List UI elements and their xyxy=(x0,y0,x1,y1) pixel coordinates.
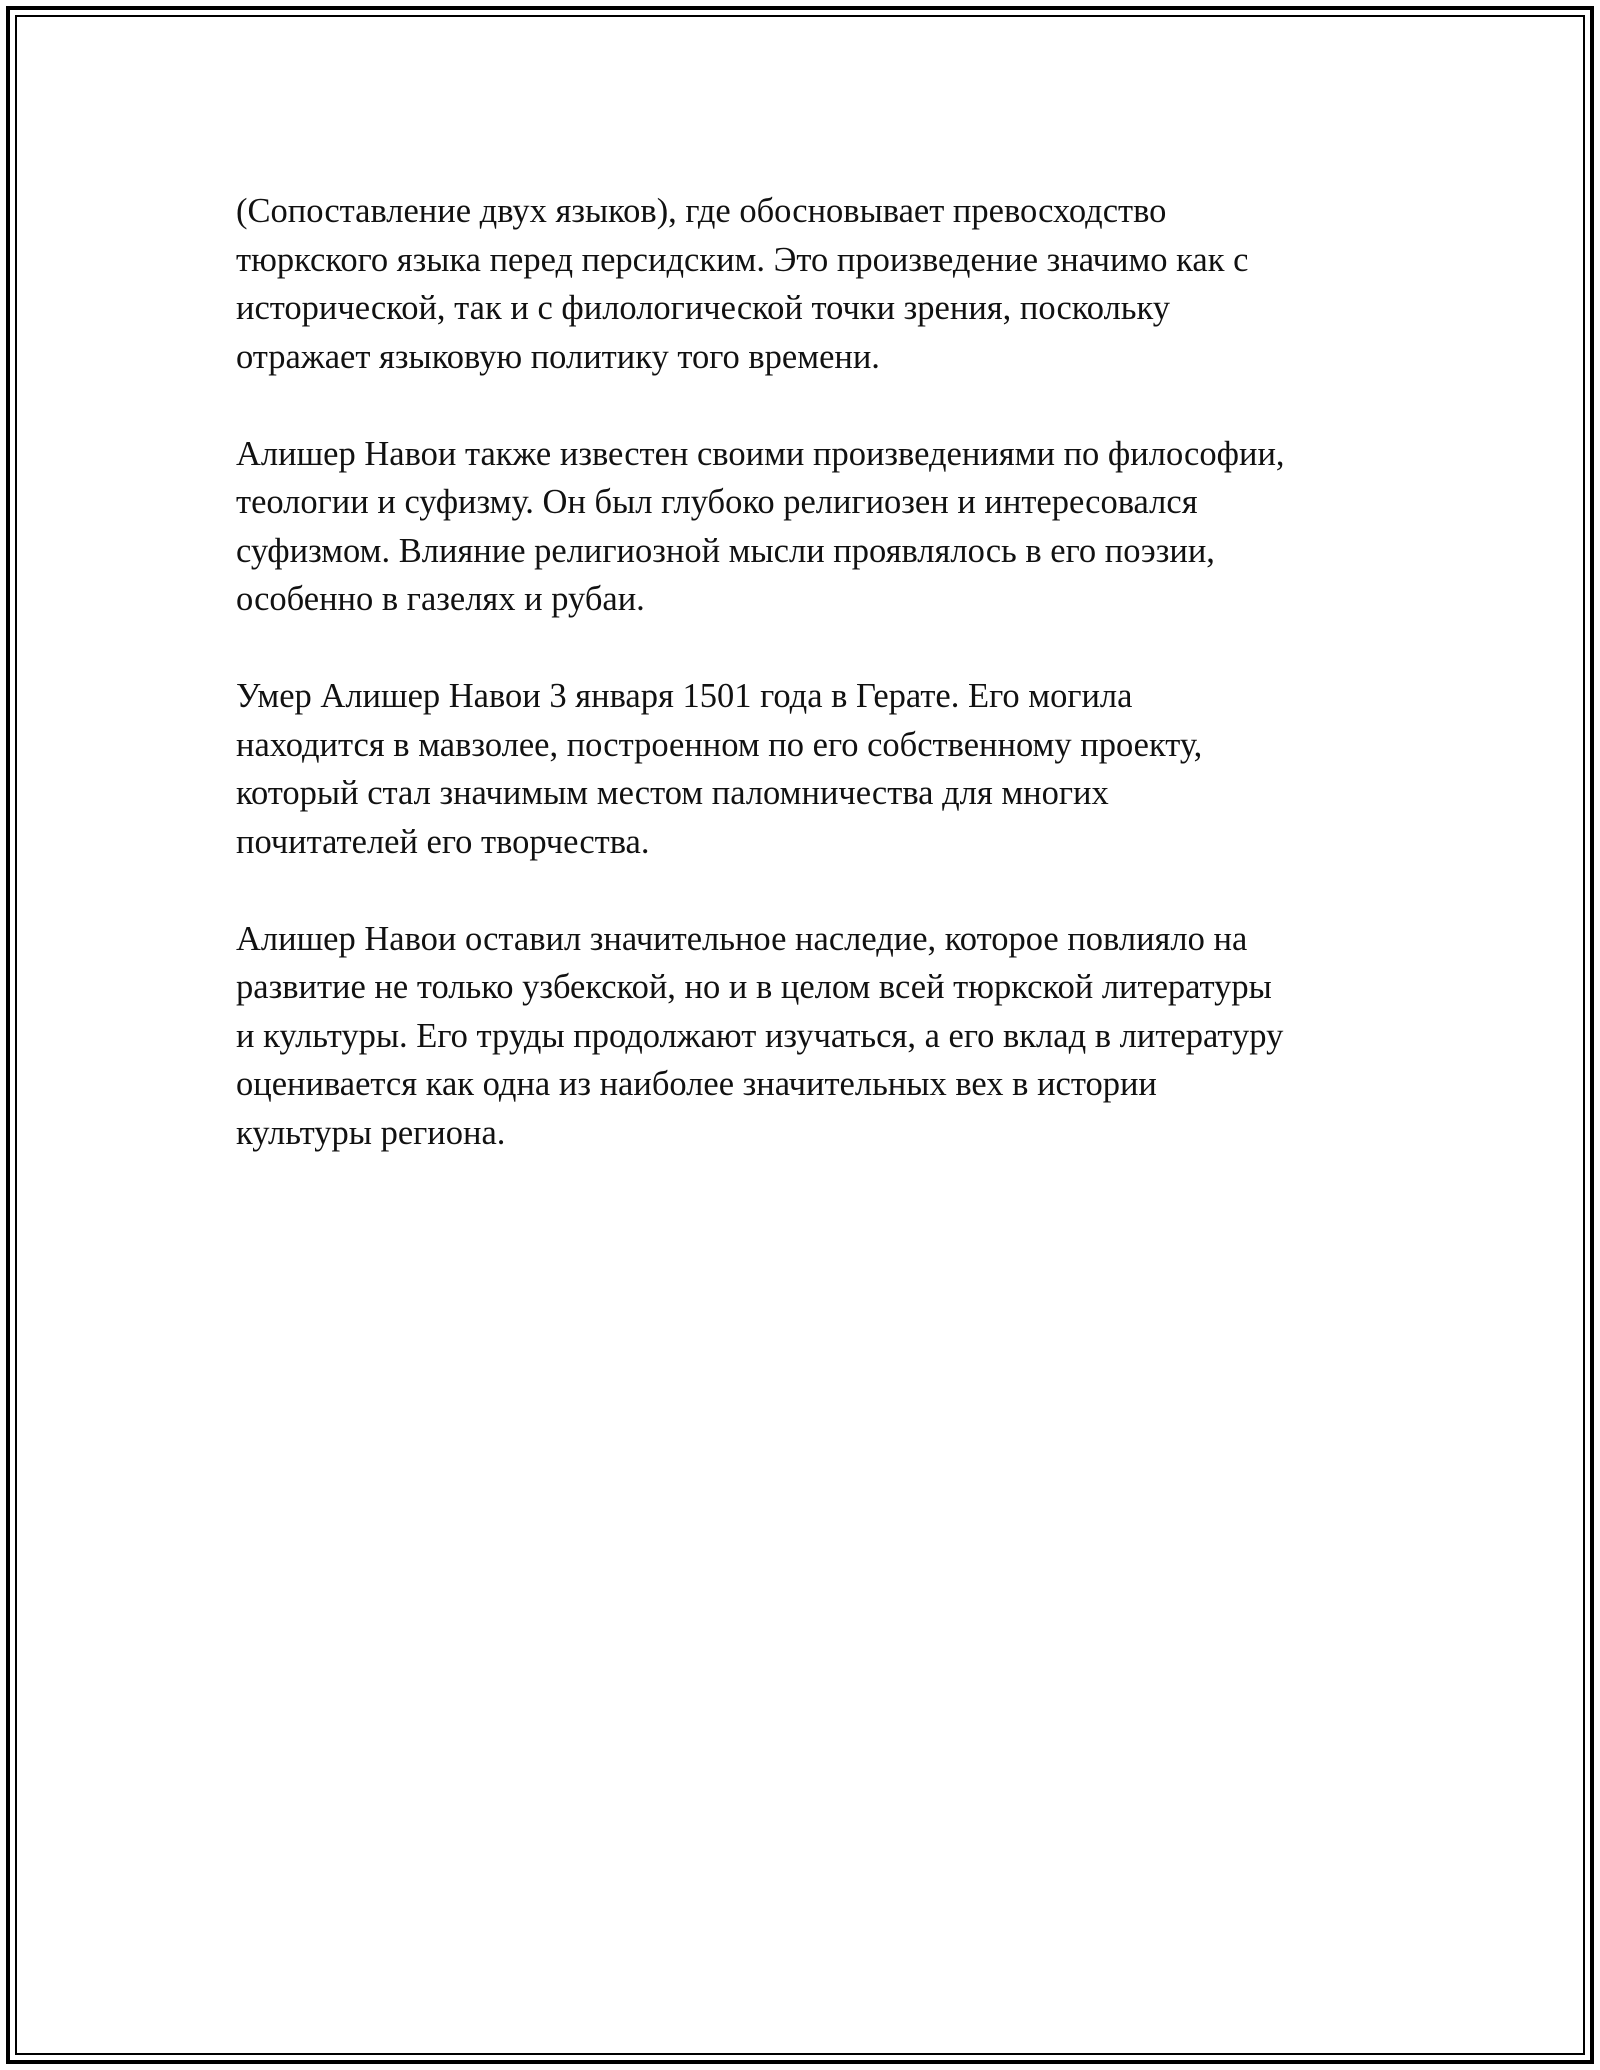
paragraph xyxy=(236,430,1376,624)
text-line: оценивается как одна из наиболее значительных вех в истории xyxy=(236,1065,1157,1103)
text-line: (Сопоставление двух языков), где обосновывает превосходство xyxy=(236,192,1167,230)
document-body xyxy=(236,187,1376,1206)
text-line: почитателей его творчества. xyxy=(236,822,650,861)
text-line: особенно в газелях и рубаи. xyxy=(236,580,645,618)
text-line: который стал значимым местом паломничества для многих xyxy=(236,774,1109,812)
text-line: Алишер Навои также известен своими произведениями по философии, xyxy=(236,434,1285,473)
text-line: отражает языковую политику того времени. xyxy=(236,337,880,376)
paragraph xyxy=(236,915,1376,1158)
text-line: Алишер Навои оставил значительное наследие, которое повлияло на xyxy=(236,919,1248,958)
text-line: теологии и суфизму. Он был глубоко религиозен и интересовался xyxy=(236,483,1198,521)
text-line: находится в мавзолее, построенном по его собственному проекту, xyxy=(236,725,1203,764)
paragraph xyxy=(236,187,1376,381)
text-line: развитие не только узбекской, но и в целом всей тюркской литературы xyxy=(236,968,1272,1006)
text-line: тюркского языка перед персидским. Это произведение значимо как с xyxy=(236,240,1249,279)
text-line: исторической, так и с филологической точки зрения, поскольку xyxy=(236,289,1171,327)
text-line: суфизмом. Влияние религиозной мысли проявлялось в его поэзии, xyxy=(236,531,1215,570)
paragraph xyxy=(236,672,1376,866)
text-line: Умер Алишер Навои 3 января 1501 года в Герате. Его могила xyxy=(236,677,1133,715)
text-line: культуры региона. xyxy=(236,1113,506,1152)
text-line: и культуры. Его труды продолжают изучаться, а его вклад в литературу xyxy=(236,1016,1284,1055)
